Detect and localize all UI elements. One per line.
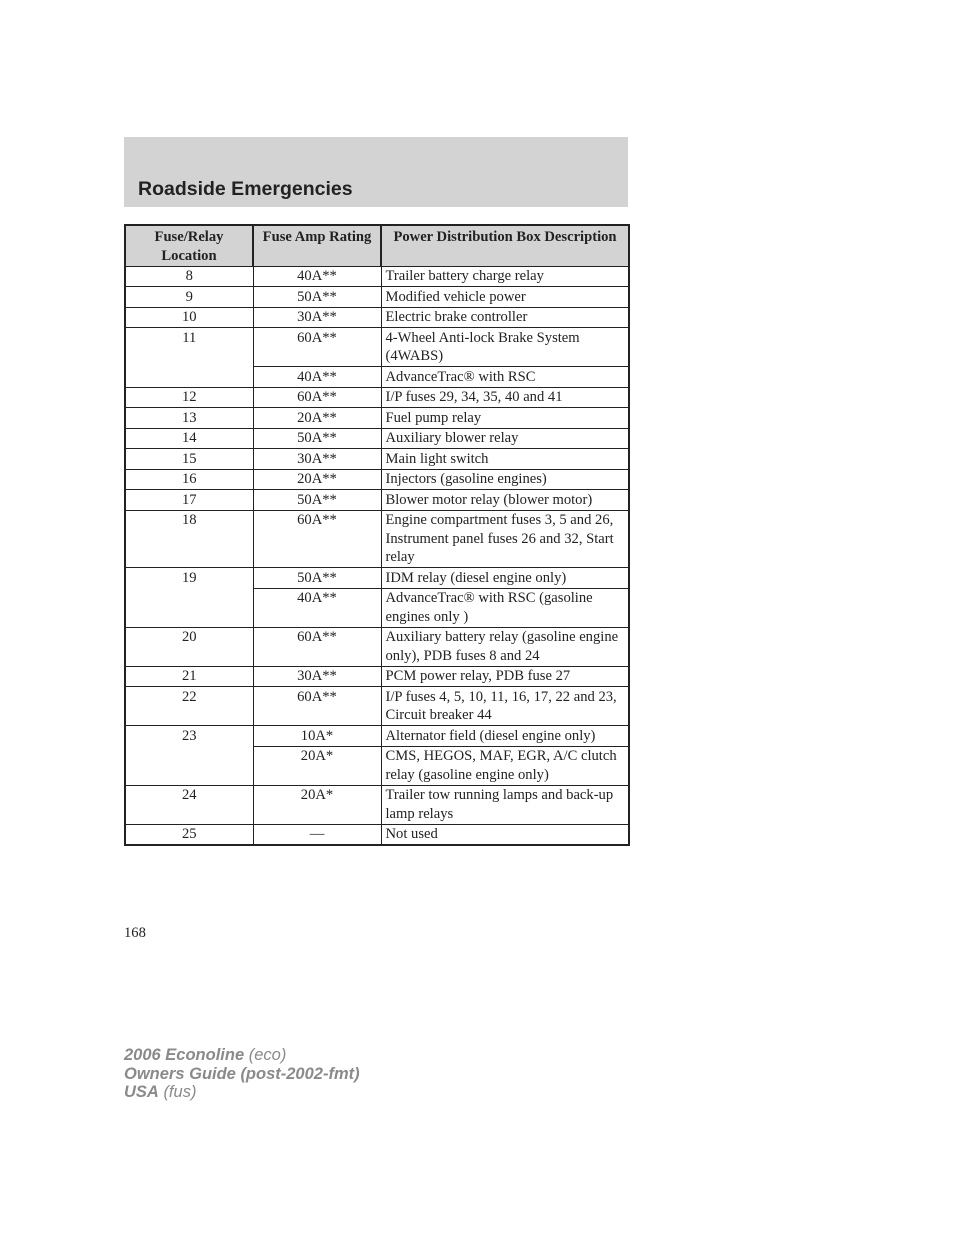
description-cell: IDM relay (diesel engine only) [381,568,629,589]
location-cell: 24 [125,785,253,824]
table-row [125,307,629,328]
amp-cell: 30A** [253,666,381,687]
amp-cell: 20A** [253,469,381,490]
description-cell: I/P fuses 29, 34, 35, 40 and 41 [381,387,629,408]
table-row [125,490,629,511]
amp-cell: — [253,824,381,845]
section-title: Roadside Emergencies [138,178,353,200]
location-cell: 10 [125,307,253,328]
location-cell: 13 [125,408,253,429]
location-cell: 25 [125,824,253,845]
description-cell: I/P fuses 4, 5, 10, 11, 16, 17, 22 and 23, Circuit breaker 44 [381,687,629,726]
footer-line-market [124,1083,360,1102]
table-row [125,824,629,845]
footer-market: USA [124,1083,159,1102]
amp-cell: 50A** [253,428,381,449]
location-cell: 11 [125,328,253,388]
amp-cell: 60A** [253,627,381,666]
amp-cell: 10A* [253,726,381,747]
location-cell: 18 [125,510,253,568]
amp-cell: 50A** [253,287,381,308]
description-cell: Auxiliary blower relay [381,428,629,449]
description-cell: Electric brake controller [381,307,629,328]
amp-cell: 30A** [253,449,381,470]
location-cell: 23 [125,726,253,786]
table-row [125,568,629,589]
footer-line-model [124,1046,360,1065]
location-cell: 19 [125,568,253,628]
table-row [125,387,629,408]
description-cell: Alternator field (diesel engine only) [381,726,629,747]
table-row [125,287,629,308]
amp-cell: 60A** [253,387,381,408]
document-footer [124,1046,360,1102]
description-cell: Injectors (gasoline engines) [381,469,629,490]
footer-model: 2006 Econoline [124,1046,245,1064]
table-row [125,666,629,687]
fuse-table [124,224,630,846]
description-cell: Engine compartment fuses 3, 5 and 26, Instrument panel fuses 26 and 32, Start relay [381,510,629,568]
location-cell: 20 [125,627,253,666]
amp-cell: 20A* [253,785,381,824]
location-cell: 16 [125,469,253,490]
footer-line-guide [124,1065,360,1084]
amp-cell: 60A** [253,687,381,726]
amp-cell: 60A** [253,510,381,568]
table-row [125,687,629,726]
table-row [125,469,629,490]
table-row [125,266,629,287]
description-cell: CMS, HEGOS, MAF, EGR, A/C clutch relay (gasoline engine only) [381,746,629,785]
description-cell: Not used [381,824,629,845]
column-header-location: Fuse/Relay Location [125,225,253,266]
amp-cell: 40A** [253,367,381,388]
amp-cell: 20A* [253,746,381,785]
description-cell: 4-Wheel Anti-lock Brake System (4WABS) [381,328,629,367]
table-row [125,449,629,470]
table-row [125,627,629,666]
description-cell: AdvanceTrac® with RSC [381,367,629,388]
table-row [125,408,629,429]
location-cell: 21 [125,666,253,687]
amp-cell: 40A** [253,588,381,627]
location-cell: 8 [125,266,253,287]
amp-cell: 50A** [253,568,381,589]
footer-guide: Owners Guide (post-2002-fmt) [124,1064,360,1083]
location-cell: 17 [125,490,253,511]
description-cell: Trailer tow running lamps and back-up lamp relays [381,785,629,824]
amp-cell: 60A** [253,328,381,367]
column-header-description: Power Distribution Box Description [381,225,629,266]
description-cell: Modified vehicle power [381,287,629,308]
location-cell: 12 [125,387,253,408]
location-cell: 9 [125,287,253,308]
amp-cell: 30A** [253,307,381,328]
location-cell: 22 [125,687,253,726]
table-row [125,328,629,367]
description-cell: Main light switch [381,449,629,470]
amp-cell: 50A** [253,490,381,511]
description-cell: PCM power relay, PDB fuse 27 [381,666,629,687]
table-header-row [125,225,629,266]
description-cell: AdvanceTrac® with RSC (gasoline engines only ) [381,588,629,627]
column-header-amp-rating: Fuse Amp Rating [253,225,381,266]
footer-market-code: (fus) [163,1083,197,1102]
page-number: 168 [124,925,146,941]
description-cell: Trailer battery charge relay [381,266,629,287]
footer-model-code: (eco) [248,1046,287,1064]
amp-cell: 40A** [253,266,381,287]
table-row [125,428,629,449]
location-cell: 14 [125,428,253,449]
table-row [125,510,629,568]
location-cell: 15 [125,449,253,470]
description-cell: Fuel pump relay [381,408,629,429]
table-row [125,726,629,747]
description-cell: Auxiliary battery relay (gasoline engine only), PDB fuses 8 and 24 [381,627,629,666]
section-header-band [124,137,628,207]
description-cell: Blower motor relay (blower motor) [381,490,629,511]
amp-cell: 20A** [253,408,381,429]
table-row [125,785,629,824]
